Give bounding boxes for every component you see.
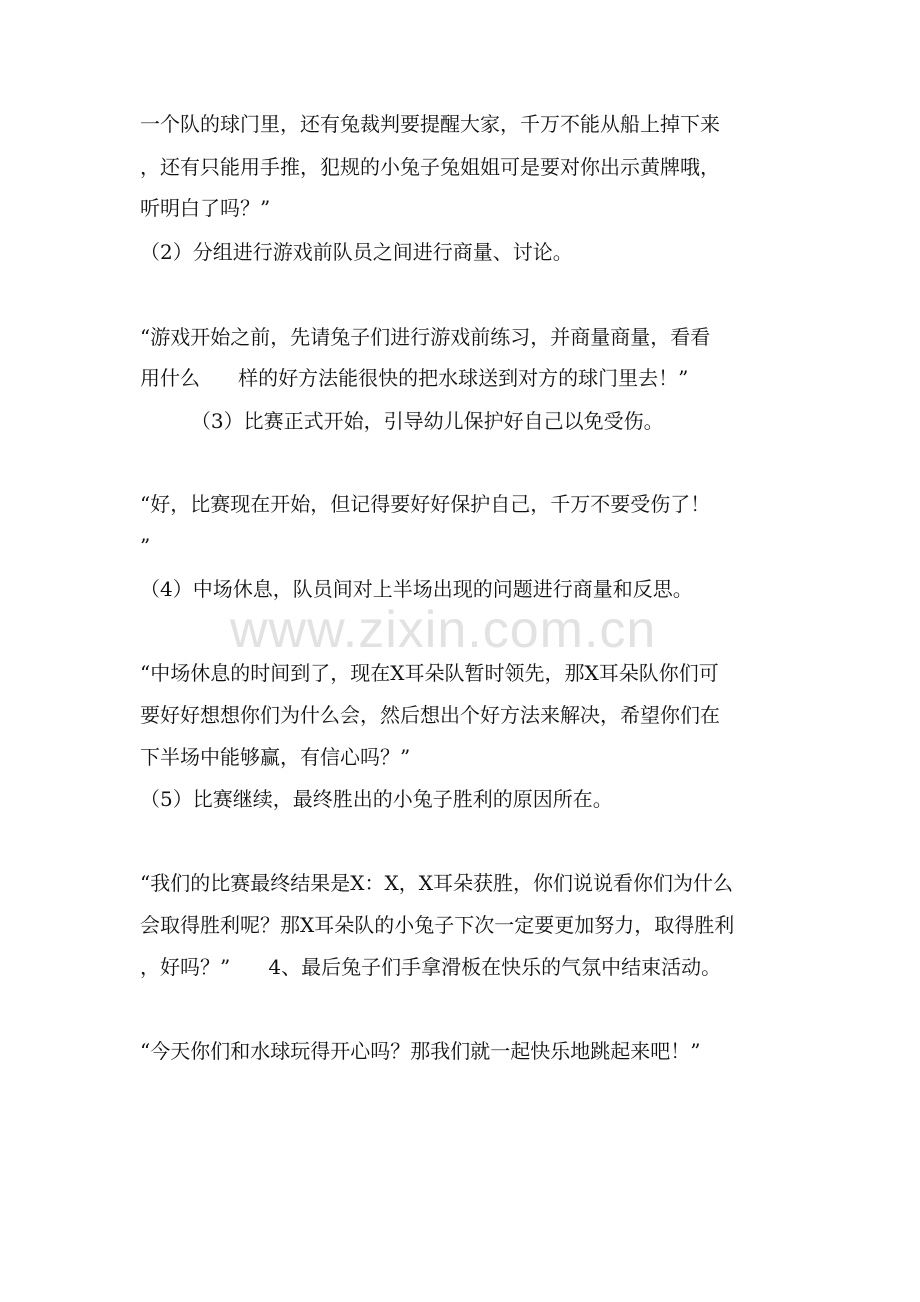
text-line-7: （3）比赛正式开始，引导幼儿保护好自己以免受伤。 (140, 409, 664, 433)
watermark: www.zixin.com.cn (230, 601, 657, 659)
text-line-2: ，还有只能用手推，犯规的小兔子兔姐姐可是要对你出示黄牌哦， (140, 155, 720, 179)
text-line-8: “好，比赛现在开始，但记得要好好保护自己，千万不要受伤了！ (140, 492, 711, 516)
text-line-18: “今天你们和水球玩得开心吗？那我们就一起快乐地跳起来吧！” (140, 1039, 701, 1063)
text-line-13: 下半场中能够赢，有信心吗？” (140, 745, 411, 769)
text-line-14: （5）比赛继续，最终胜出的小兔子胜利的原因所在。 (140, 787, 613, 811)
text-line-17: ，好吗？” 4、最后兔子们手拿滑板在快乐的气氛中结束活动。 (140, 955, 722, 979)
text-line-12: 要好好想想你们为什么会，然后想出个好方法来解决，希望你们在 (140, 703, 720, 727)
text-line-11: “中场休息的时间到了，现在X耳朵队暂时领先，那X耳朵队你们可 (140, 661, 719, 685)
text-line-9: ” (140, 534, 151, 558)
text-line-16: 会取得胜利呢？那X耳朵队的小兔子下次一定要更加努力，取得胜利 (140, 913, 735, 937)
text-line-6: 用什么 样的好方法能很快的把水球送到对方的球门里去！” (140, 366, 689, 390)
text-line-10: （4）中场休息，队员间对上半场出现的问题进行商量和反思。 (140, 577, 693, 601)
text-line-1: 一个队的球门里，还有兔裁判要提醒大家，千万不能从船上掉下来 (140, 112, 720, 136)
text-line-3: 听明白了吗？” (140, 196, 271, 220)
text-line-15: “我们的比赛最终结果是X：X，X耳朵获胜，你们说说看你们为什么 (140, 871, 733, 895)
text-line-5: “游戏开始之前，先请兔子们进行游戏前练习，并商量商量，看看 (140, 325, 711, 349)
text-line-4: （2）分组进行游戏前队员之间进行商量、讨论。 (140, 240, 573, 264)
